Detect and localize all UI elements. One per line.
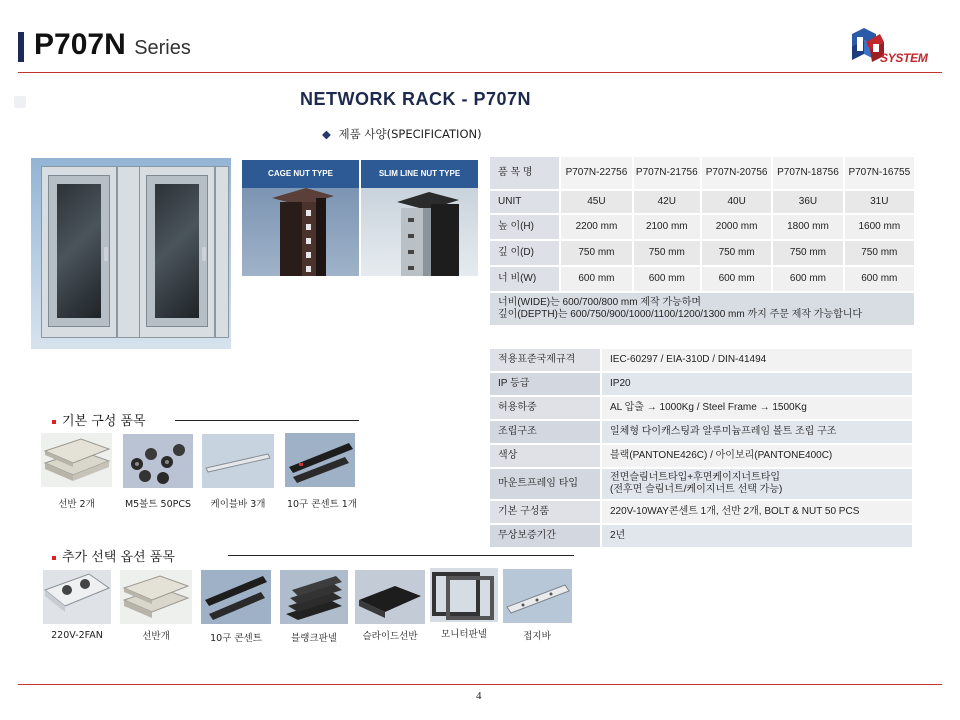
option-item-caption: 선반개 (142, 631, 170, 642)
fan-unit-image (43, 570, 111, 624)
std-value: 일체형 다이캐스팅과 알루미늄프레임 볼트 조립 구조 (602, 421, 912, 443)
slim-nut-label: SLIM LINE NUT TYPE (361, 160, 478, 188)
model-cell: P707N-16755 (845, 157, 914, 189)
option-section-title-text: 추가 선택 옵션 품목 (62, 550, 175, 565)
std-value-line: (전후면 슬림너트/케이지너트 선택 가능) (610, 484, 783, 495)
m5-bolt-image (123, 434, 193, 488)
std-value: IEC-60297 / EIA-310D / DIN-41494 (602, 349, 912, 371)
spec-cell: 2100 mm (634, 215, 700, 239)
std-key: 조립구조 (490, 421, 602, 443)
option-section-rule (228, 555, 574, 556)
monitor-panel-image (430, 568, 498, 622)
std-key: 적용표준국제규격 (490, 349, 602, 371)
spec-row-label: 높 이(H) (490, 215, 559, 239)
decorative-mark (14, 96, 26, 108)
spec-note-line: 깊이(DEPTH)는 600/750/900/1000/1100/1200/1300 mm 까지 주문 제작 가능합니다 (498, 309, 863, 320)
page-number: 4 (476, 690, 482, 702)
option-shelf-image (120, 570, 192, 624)
spec-cell: 600 mm (773, 267, 842, 291)
header-divider (18, 72, 942, 73)
spec-cell: 600 mm (702, 267, 771, 291)
std-key: IP 등급 (490, 373, 602, 395)
shelf-image (41, 433, 112, 487)
std-value: IP20 (602, 373, 912, 395)
spec-cell: 45U (561, 191, 631, 213)
std-value (602, 469, 912, 499)
std-value: 2년 (602, 525, 912, 547)
rack-cabinet-photo (31, 158, 231, 349)
ground-bar-image (503, 569, 572, 623)
series-label: Series (134, 37, 191, 59)
spec-cell: 600 mm (561, 267, 631, 291)
spec-cell: 2200 mm (561, 215, 631, 239)
std-value: 블랙(PANTONE426C) / 아이보리(PANTONE400C) (602, 445, 912, 467)
rack-cabinet-left (41, 166, 117, 338)
spec-row-label: UNIT (490, 191, 559, 213)
spec-cell: 600 mm (845, 267, 914, 291)
slim-nut-image (361, 188, 478, 276)
power-strip-image (285, 433, 355, 487)
cable-bar-image (202, 434, 274, 488)
spec-cell: 36U (773, 191, 842, 213)
spec-cell: 40U (702, 191, 771, 213)
spec-subheading (322, 126, 482, 142)
std-row (490, 445, 912, 467)
spec-cell: 750 mm (634, 241, 700, 265)
basic-section-rule (175, 420, 359, 421)
std-key: 허용하중 (490, 397, 602, 419)
blank-panel-image (280, 570, 348, 624)
spec-row-width (490, 267, 914, 291)
standards-table (490, 347, 912, 549)
page-title (34, 28, 191, 62)
spec-cell: 600 mm (634, 267, 700, 291)
cage-nut-image (242, 188, 359, 276)
model-name: P707N (34, 28, 126, 61)
std-row (490, 421, 912, 443)
option-section-title (52, 546, 175, 565)
spec-cell: 31U (845, 191, 914, 213)
option-item-caption: 모니터판넬 (441, 629, 487, 640)
spec-cell: 750 mm (561, 241, 631, 265)
spec-header-row (490, 157, 914, 189)
std-row (490, 469, 912, 499)
cage-nut-label: CAGE NUT TYPE (242, 160, 359, 188)
std-row (490, 349, 912, 371)
spec-note-line: 너비(WIDE)는 600/700/800 mm 제작 가능하며 (498, 297, 702, 308)
slide-shelf-image (355, 570, 425, 624)
logo-text: SYSTEM (880, 51, 928, 65)
model-cell: P707N-22756 (561, 157, 631, 189)
footer-divider (18, 684, 942, 685)
option-power-strip-image (201, 570, 271, 624)
spec-cell: 750 mm (773, 241, 842, 265)
spec-cell: 750 mm (845, 241, 914, 265)
std-row (490, 525, 912, 547)
option-item-caption: 10구 콘센트 (210, 633, 262, 644)
rack-cabinet-right-side (215, 166, 229, 338)
spec-row-label: 깊 이(D) (490, 241, 559, 265)
basic-item-caption: 10구 콘센트 1개 (286, 499, 358, 510)
spec-row-unit (490, 191, 914, 213)
option-item-caption: 블랭크판넬 (291, 633, 337, 644)
rack-cabinet-right (139, 166, 215, 338)
basic-item-caption: 케이블바 3개 (210, 499, 266, 510)
model-cell: P707N-18756 (773, 157, 842, 189)
std-key: 색상 (490, 445, 602, 467)
main-heading: NETWORK RACK - P707N (300, 89, 532, 109)
title-accent-bar (18, 32, 24, 62)
option-item-caption: 220V-2FAN (51, 630, 103, 641)
model-cell: P707N-21756 (634, 157, 700, 189)
std-key: 마운트프레임 타입 (490, 469, 602, 499)
spec-row-label: 너 비(W) (490, 267, 559, 291)
diamond-bullet-icon: ◆ (322, 127, 331, 141)
spec-subheading-text: 제품 사양(SPECIFICATION) (338, 127, 482, 141)
spec-note (490, 293, 914, 325)
std-value: 220V-10WAY콘센트 1개, 선반 2개, BOLT & NUT 50 PCS (602, 501, 912, 523)
red-square-bullet-icon (52, 556, 56, 560)
model-cell: P707N-20756 (702, 157, 771, 189)
basic-section-title (52, 410, 146, 429)
std-row (490, 397, 912, 419)
cage-nut-panel (242, 160, 359, 276)
spec-cell: 1600 mm (845, 215, 914, 239)
red-square-bullet-icon (52, 420, 56, 424)
std-value-line: 전면슬림너트타입+후면케이지너트타입 (610, 472, 781, 483)
spec-cell: 42U (634, 191, 700, 213)
spec-table (488, 155, 916, 327)
spec-cell: 1800 mm (773, 215, 842, 239)
spec-label-header: 품 목 명 (490, 157, 559, 189)
std-key: 무상보증기간 (490, 525, 602, 547)
spec-cell: 750 mm (702, 241, 771, 265)
basic-section-title-text: 기본 구성 품목 (62, 414, 146, 429)
std-key: 기본 구성품 (490, 501, 602, 523)
spec-note-row (490, 293, 914, 325)
option-item-caption: 접지바 (523, 631, 551, 642)
option-item-caption: 슬라이드선반 (362, 631, 418, 642)
std-value: AL 압출 → 1000Kg / Steel Frame → 1500Kg (602, 397, 912, 419)
std-row (490, 373, 912, 395)
std-row (490, 501, 912, 523)
spec-row-height (490, 215, 914, 239)
basic-item-caption: M5볼트 50PCS (124, 499, 192, 510)
spec-row-depth (490, 241, 914, 265)
basic-item-caption: 선반 2개 (58, 499, 95, 510)
slim-nut-panel (361, 160, 478, 276)
spec-cell: 2000 mm (702, 215, 771, 239)
